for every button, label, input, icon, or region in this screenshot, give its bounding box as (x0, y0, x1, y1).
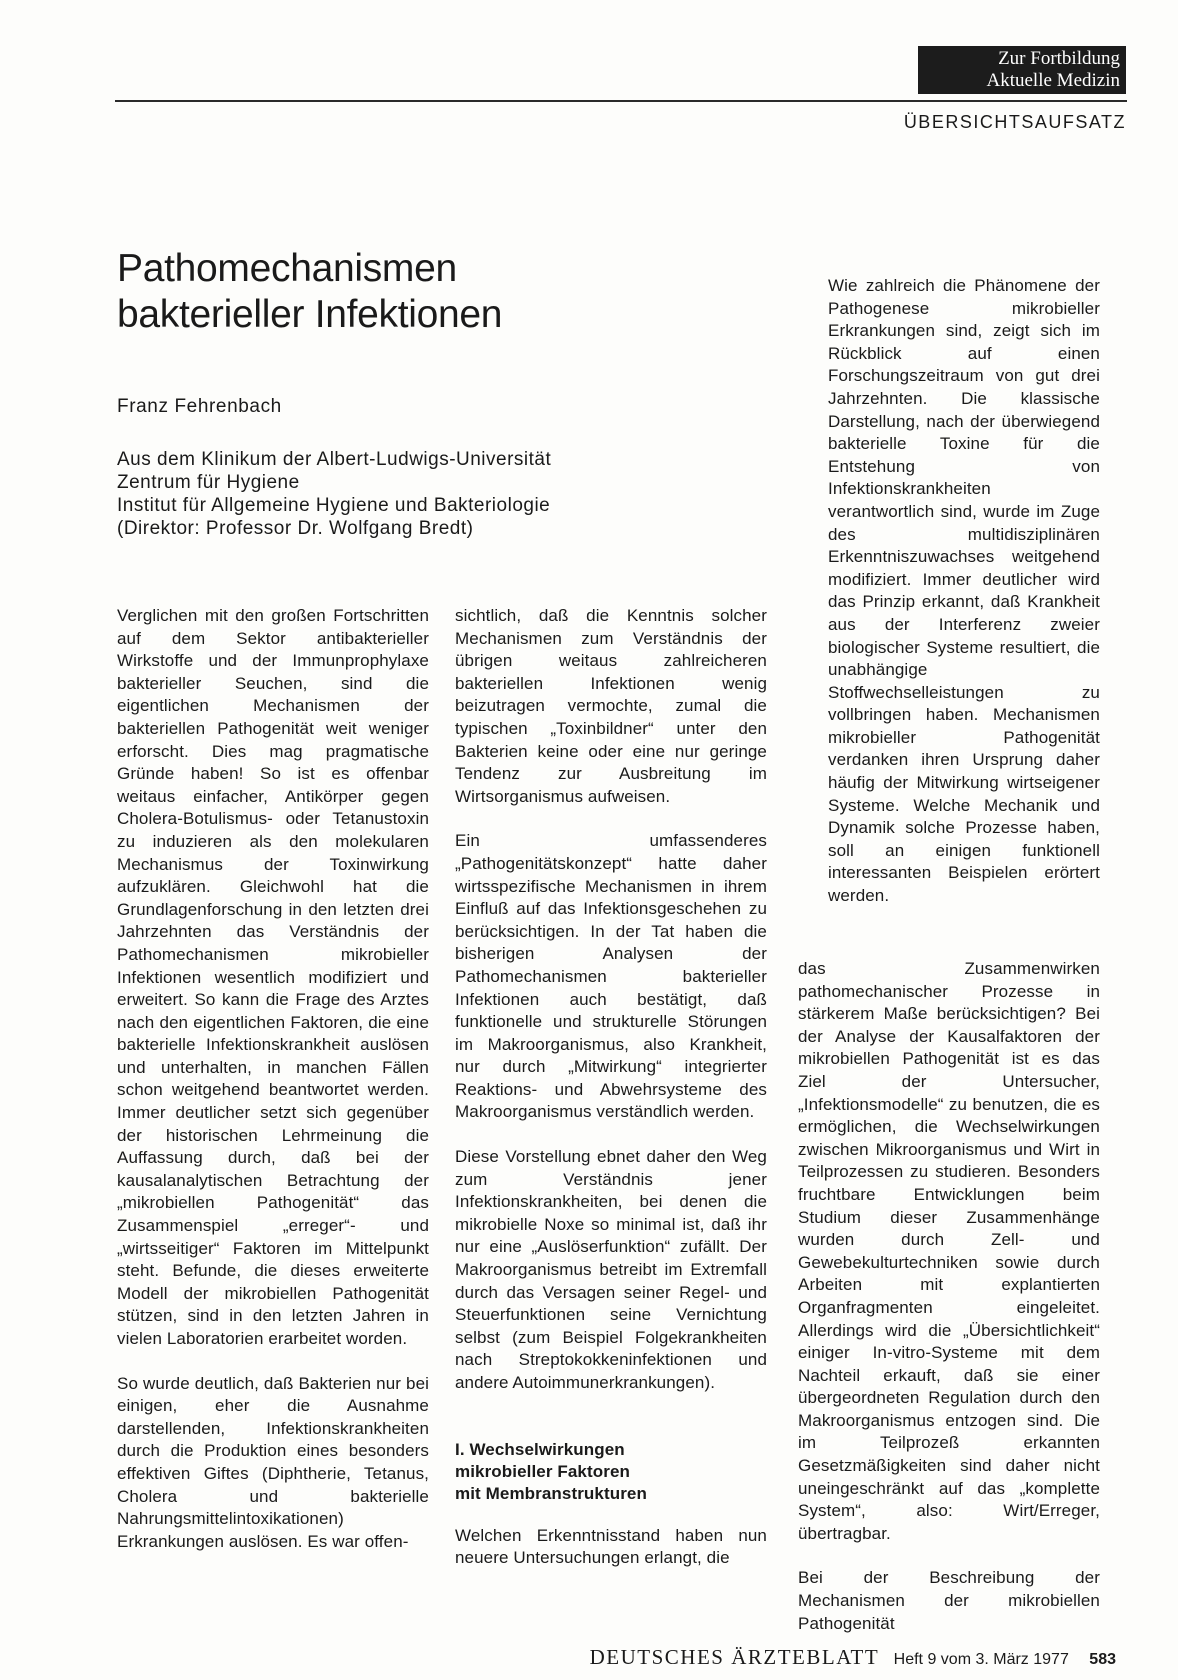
affiliation-line: Zentrum für Hygiene (117, 472, 300, 493)
paragraph: sichtlich, daß die Kenntnis solcher Mechanismen zum Verständnis der übrigen weitaus zahlreicheren bakteriellen Infektionen wenig beizutragen vermochte, zumal die typischen „Toxinbildner“ unter den Bakterien keine oder eine nur geringe Tendenz zur Ausbreitung im Wirtsorganismus aufweisen. (455, 606, 767, 806)
affiliation-line: Aus dem Klinikum der Albert-Ludwigs-Universität (117, 449, 552, 470)
section-heading-line2: mikrobieller Faktoren (455, 1461, 630, 1481)
body-column-2 (455, 605, 767, 1592)
paragraph: Welchen Erkenntnisstand haben nun neuere Untersuchungen erlangt, die (455, 1525, 767, 1568)
body-column-1 (117, 605, 429, 1575)
header-rule (115, 100, 1127, 102)
paragraph: Diese Vorstellung ebnet daher den Weg zum Verständnis jener Infektionskrankheiten, bei denen die mikrobielle Noxe so minimal ist, daß ihr nur eine „Auslöserfunktion“ zufällt. Der Makroorganismus betreibt im Extremfall durch das Versagen seiner Regel- und Steuerfunktionen seine Vernichtung selbst (zum Beispiel Folgekrankheiten nach Streptokokkeninfektionen und andere Autoimmunerkrankungen). (455, 1147, 767, 1392)
section-label: ÜBERSICHTSAUFSATZ (903, 112, 1126, 132)
paragraph: das Zusammenwirken pathomechanischer Prozesse in stärkerem Maße berücksichtigen? Bei der Analyse der Kausalfaktoren der mikrobiellen Pathogenität ist es das Ziel der Untersucher, „Infektionsmodelle“ zu benutzen, die es ermöglichen, die Wechselwirkungen zwischen Mikroorganismus und Wirt in Teilprozessen zu studieren. Besonders fruchtbare Entwicklungen beim Studium dieser Zusammenhänge wurden durch Zell- und Gewebekulturtechniken sowie durch Arbeiten mit explantierten Organfragmenten eingeleitet. Allerdings wird die „Übersichtlichkeit“ einiger In-vitro-Systeme mit dem Nachteil erkauft, daß sie einer übergeordneten Regulation durch den Makroorganismus entzogen sind. Die im Teilprozeß erkannten Gesetzmäßigkeiten sind daher nicht uneingeschränkt auf das „komplette System“, also: Wirt/Erreger, übertragbar. (798, 959, 1100, 1543)
paragraph: So wurde deutlich, daß Bakterien nur bei einigen, eher die Ausnahme darstellenden, Infektionskrankheiten durch die Produktion eines besonders effektiven Giftes (Diphtherie, Tetanus, Cholera und bakterielle Nahrungsmittelintoxikationen) Erkrankungen auslösen. Es war offen- (117, 1373, 429, 1551)
section-heading-line3: mit Membranstrukturen (455, 1483, 647, 1503)
section-heading-line1: I. Wechselwirkungen (455, 1439, 625, 1459)
body-column-3 (798, 958, 1100, 1657)
article-title-line2: bakterieller Infektionen (117, 293, 503, 336)
affiliation (117, 448, 551, 540)
page-number: 583 (1089, 1651, 1116, 1668)
article-title (117, 246, 677, 338)
abstract (828, 275, 1100, 930)
author: Franz Fehrenbach (117, 396, 282, 417)
category-badge-line2: Aktuelle Medizin (986, 70, 1120, 91)
paragraph: Verglichen mit den großen Fortschritten auf dem Sektor antibakterieller Wirkstoffe und der Immunprophylaxe bakterieller Seuchen, sind die eigentlichen Mechanismen der bakteriellen Pathogenität weit weniger erforscht. Dies mag pragmatische Gründe haben! So ist es offenbar weitaus einfacher, Antikörper gegen Cholera-Botulismus- oder Tetanustoxin zu induzieren als den molekularen Mechanismus der Toxinwirkung aufzuklären. Gleichwohl hat die Grundlagenforschung in den letzten drei Jahrzehnten das Verständnis der Pathomechanismen mikrobieller Infektionen wesentlich modifiziert und erweitert. So kann die Frage des Arztes nach den eigentlichen Faktoren, die eine bakterielle Infektionskrankheit auslösen und unterhalten, in manchen Fällen schon weitgehend beantwortet werden. Immer deutlicher setzt sich gegenüber der historischen Lehrmeinung die Auffassung durch, daß bei der kausalanalytischen Betrachtung der „mikrobiellen Pathogenität“ das Zusammenspiel „erreger“- und „wirtsseitiger“ Faktoren im Mittelpunkt steht. Befunde, die dieses erweiterte Modell der mikrobiellen Pathogenität stützen, sind in den letzten Jahren in vielen Laboratorien erarbeitet worden. (117, 606, 429, 1348)
section-heading (455, 1439, 767, 1505)
category-badge (918, 46, 1126, 94)
abstract-text: Wie zahlreich die Phänomene der Pathogenese mikrobieller Erkrankungen sind, zeigt sich im Rückblick auf einen Forschungszeitraum von gut drei Jahrzehnten. Die klassische Darstellung, nach der überwiegend bakterielle Toxine für die Entstehung von Infektionskrankheiten verantwortlich sind, wurde im Zuge des multidisziplinären Erkenntniszuwachses weitgehend modifiziert. Immer deutlicher wird das Prinzip erkannt, daß Krankheit aus der Interferenz zweier biologischer Systeme resultiert, die unabhängige Stoffwechselleistungen zu vollbringen haben. Mechanismen mikrobieller Pathogenität verdanken ihren Ursprung daher häufig der Mitwirkung wirtseigener Systeme. Welche Mechanik und Dynamik solche Prozesse haben, soll an einigen funktionell interessanten Beispielen erörtert werden. (828, 276, 1100, 906)
paragraph: Ein umfassenderes „Pathogenitätskonzept“ hatte daher wirtsspezifische Mechanismen in ihrem Einfluß auf das Infektionsgeschehen zu berücksichtigen. In der Tat haben die bisherigen Analysen der Pathomechanismen bakterieller Infektionen auch bestätigt, daß funktionelle und strukturelle Störungen im Makroorganismus, also Krankheit, nur durch „Mitwirkung“ integrierter Reaktions- und Abwehrsysteme des Makroorganismus verständlich werden. (455, 831, 767, 1122)
page-footer (590, 1645, 1116, 1670)
journal-name: DEUTSCHES ÄRZTEBLATT (589, 1645, 880, 1669)
issue-info: Heft 9 vom 3. März 1977 (893, 1651, 1069, 1668)
affiliation-line: (Direktor: Professor Dr. Wolfgang Bredt) (117, 518, 474, 539)
category-badge-line1: Zur Fortbildung (998, 48, 1120, 69)
article-title-line1: Pathomechanismen (117, 247, 457, 290)
paragraph: Bei der Beschreibung der Mechanismen der mikrobiellen Pathogenität (798, 1568, 1100, 1633)
affiliation-line: Institut für Allgemeine Hygiene und Bakteriologie (117, 495, 551, 516)
